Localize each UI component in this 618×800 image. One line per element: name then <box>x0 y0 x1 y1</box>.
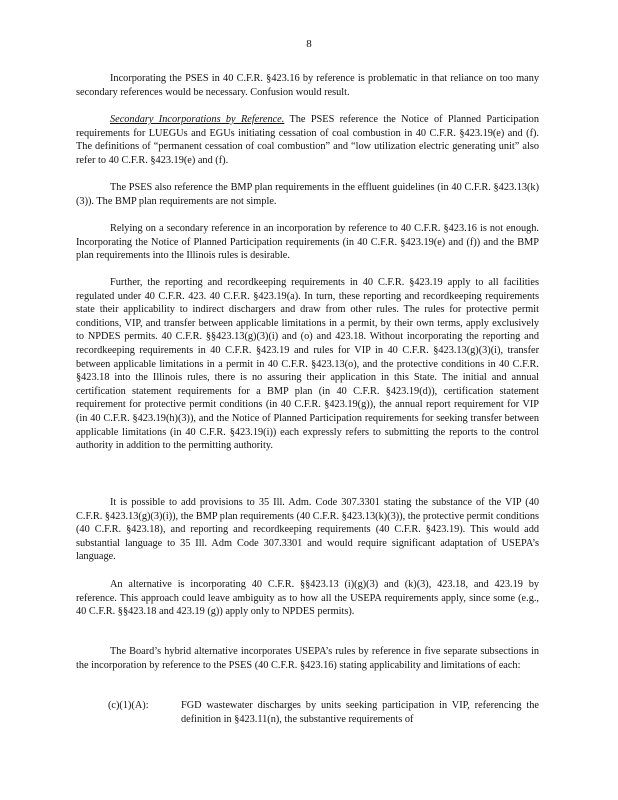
paragraph-5: Further, the reporting and recordkeeping requirements in 40 C.F.R. §423.19 apply to all facilities regulated under 40 C.F.R. 423. 40 C.F.R. §423.19(a). In turn, these reporting and recordkeeping requirements state their applicability to indirect dischargers and draw from other rules. The rules for protective permit conditions, VIP, and transfer between applicable limitations in a permit, by their own terms, apply exclusively to NPDES permits. 40 C.F.R. §§423.13(g)(3)(i) and (o) and 423.18. Without incorporating the reporting and recordkeeping requirements in 40 C.F.R. §423.19 and rules for VIP in 40 C.F.R. §423.13(g)(3)(i), transfer between applicable limitations in a permit in 40 C.F.R. §423.13(o), and the protective conditions in 40 C.F.R. §423.18 into the Illinois rules, there is no assuring their application in this State. The initial and annual certification statement requirements for a BMP plan (in 40 C.F.R. §423.19(d)), certification statement requirement for protective permit conditions (in 40 C.F.R. §423.19(g)), the annual report requirement for VIP (in 40 C.F.R. §423.19(h)(3)), and the Notice of Planned Participation requirements for seeking transfer between applicable limitations (in 40 C.F.R. §423.19(i)) each expressly refers to submitting the reports to the control authority in addition to the permitting authority. <box>76 277 539 452</box>
section-heading: Secondary Incorporations by Reference. <box>110 114 285 125</box>
paragraph-2-body: The PSES reference the Notice of Planned Participation requirements for LUEGUs and EGUs initiating cessation of coal combustion in 40 C.F.R. §423.19(e) and (f). The definitions of “permanent cessation of coal combustion” and “low utilization electric generating unit” also refer to 40 C.F.R. §423.19(e) and (f). <box>76 114 539 166</box>
paragraph-4: Relying on a secondary reference in an incorporation by reference to 40 C.F.R. §423.16 is not enough. Incorporating the Notice of Planned Participation requirements (in 40 C.F.R. §423.19(e) and (f)) and the BMP plan requirements into the Illinois rules is desirable. <box>76 223 539 262</box>
paragraph-2 <box>76 113 539 167</box>
list-item-label: (c)(1)(A): <box>108 700 149 711</box>
paragraph-7: An alternative is incorporating 40 C.F.R. §§423.13 (i)(g)(3) and (k)(3), 423.18, and 423.19 by reference. This approach could leave ambiguity as to how all the USEPA requirements apply, since some (e.g., 40 C.F.R. §§423.18 and 423.19 (g)) apply only to NPDES permits). <box>76 579 539 618</box>
paragraph-8: The Board’s hybrid alternative incorporates USEPA’s rules by reference in five separate subsections in the incorporation by reference to the PSES (40 C.F.R. §423.16) stating applicability and limitations of each: <box>76 646 539 671</box>
paragraph-1: Incorporating the PSES in 40 C.F.R. §423.16 by reference is problematic in that reliance on too many secondary references would be necessary. Confusion would result. <box>76 73 539 98</box>
list-item <box>108 699 539 726</box>
paragraph-6: It is possible to add provisions to 35 Ill. Adm. Code 307.3301 stating the substance of the VIP (40 C.F.R. §423.13(g)(3)(i)), the BMP plan requirements (40 C.F.R. §423.13(k)(3)), the protective permit conditions (40 C.F.R. §423.18), and reporting and recordkeeping requirements (40 C.F.R. §423.19). This would add substantial language to 35 Ill. Adm Code 307.3301 and would require significant adaptation of USEPA’s language. <box>76 497 539 563</box>
page-number: 8 <box>306 38 312 50</box>
list-item-text: FGD wastewater discharges by units seeking participation in VIP, referencing the definition in §423.11(n), the substantive requirements of <box>181 700 539 725</box>
paragraph-3: The PSES also reference the BMP plan requirements in the effluent guidelines (in 40 C.F.R. §423.13(k)(3)). The BMP plan requirements are not simple. <box>76 182 539 207</box>
